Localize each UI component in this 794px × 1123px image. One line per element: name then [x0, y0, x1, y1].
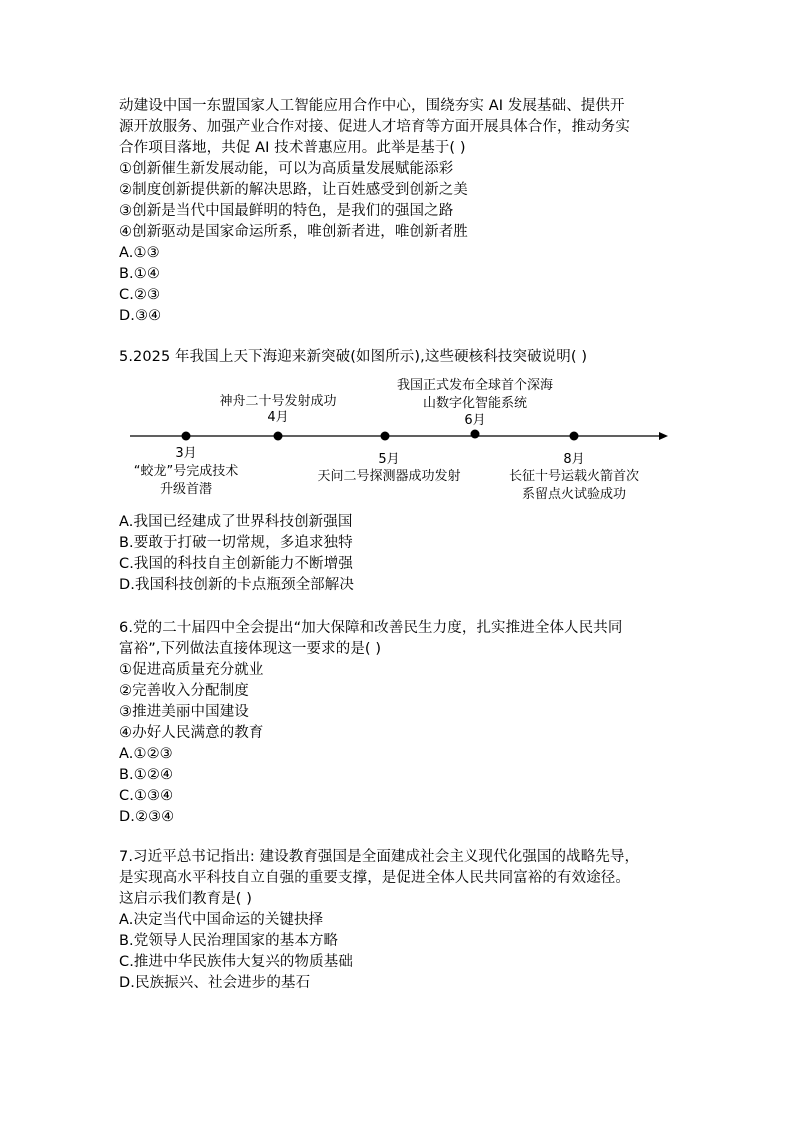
timeline-dot-april — [274, 432, 283, 441]
q4-statement-3: ③创新是当代中国最鲜明的特色，是我们的强国之路 — [119, 203, 454, 219]
q6-option-c[interactable]: C.①③④ — [119, 788, 174, 804]
timeline-event-june-month: 6月 — [464, 413, 486, 428]
q5-option-a[interactable]: A.我国已经建成了世界科技创新强国 — [119, 514, 353, 530]
q4-option-b[interactable]: B.①④ — [119, 266, 160, 282]
q4-stem-line-2: 源开放服务、加强产业合作对接、促进人才培育等方面开展具体合作，推动务实 — [119, 119, 630, 135]
timeline-event-march-text-1: “蛟龙”号完成技术 — [133, 464, 239, 479]
q7-option-b[interactable]: B.党领导人民治理国家的基本方略 — [119, 933, 339, 949]
timeline-event-august-month: 8月 — [563, 452, 585, 467]
timeline-event-may-text: 天问二号探测器成功发射 — [317, 469, 461, 484]
q7-stem-line-2: 是实现高水平科技自立自强的重要支撑，是促进全体人民共同富裕的有效途径。 — [119, 870, 630, 886]
q7-stem-line-3: 这启示我们教育是( ) — [119, 891, 253, 907]
timeline-event-june-text-2: 山数字化智能系统 — [422, 396, 527, 411]
q6-statement-3: ③推进美丽中国建设 — [119, 704, 249, 720]
timeline-dot-march — [182, 432, 191, 441]
q4-statement-2: ②制度创新提供新的解决思路，让百姓感受到创新之美 — [119, 182, 468, 198]
q5-stem: 5.2025 年我国上天下海迎来新突破(如图所示),这些硬核科技突破说明( ) — [119, 349, 588, 365]
q4-option-d[interactable]: D.③④ — [119, 308, 162, 324]
q4-statement-4: ④创新驱动是国家命运所系，唯创新者进，唯创新者胜 — [119, 224, 468, 240]
q5-option-d[interactable]: D.我国科技创新的卡点瓶颈全部解决 — [119, 577, 354, 593]
timeline-event-august-text-1: 长征十号运载火箭首次 — [508, 469, 639, 484]
q5-option-b[interactable]: B.要敢于打破一切常规，多追求独特 — [119, 535, 353, 551]
timeline-event-april-month: 4月 — [267, 410, 289, 425]
q6-statement-1: ①促进高质量充分就业 — [119, 662, 264, 678]
timeline-event-june-text-1: 我国正式发布全球首个深海 — [396, 378, 553, 393]
timeline-event-may-month: 5月 — [378, 452, 400, 467]
timeline-event-april-text: 神舟二十号发射成功 — [219, 394, 337, 409]
q6-stem-line-2: 富裕”,下列做法直接体现这一要求的是( ) — [119, 641, 382, 657]
q6-statement-2: ②完善收入分配制度 — [119, 683, 249, 699]
q7-option-a[interactable]: A.决定当代中国命运的关键抉择 — [119, 912, 324, 928]
q6-option-a[interactable]: A.①②③ — [119, 746, 173, 762]
q5-option-c[interactable]: C.我国的科技自主创新能力不断增强 — [119, 556, 353, 572]
q4-statement-1: ①创新催生新发展动能，可以为高质量发展赋能添彩 — [119, 161, 454, 177]
timeline-dot-may — [381, 432, 390, 441]
timeline-event-march-month: 3月 — [175, 446, 197, 461]
timeline-event-august-text-2: 系留点火试验成功 — [521, 487, 626, 502]
q6-option-b[interactable]: B.①②④ — [119, 767, 174, 783]
timeline-dot-august — [570, 432, 579, 441]
q6-statement-4: ④办好人民满意的教育 — [119, 725, 264, 741]
q4-stem-line-1: 动建设中国一东盟国家人工智能应用合作中心，围绕夯实 AI 发展基础、提供开 — [119, 98, 625, 114]
q4-option-a[interactable]: A.①③ — [119, 245, 160, 261]
q7-option-c[interactable]: C.推进中华民族伟大复兴的物质基础 — [119, 954, 353, 970]
timeline-arrow-icon — [659, 432, 668, 440]
timeline-event-march-text-2: 升级首潜 — [159, 482, 212, 497]
q7-stem-line-1: 7.习近平总书记指出: 建设教育强国是全面建成社会主义现代化强国的战略先导， — [119, 849, 640, 865]
q6-stem-line-1: 6.党的二十届四中全会提出“加大保障和改善民生力度，扎实推进全体人民共同 — [119, 620, 623, 636]
q4-option-c[interactable]: C.②③ — [119, 287, 161, 303]
timeline-dot-june — [471, 430, 480, 439]
q6-option-d[interactable]: D.②③④ — [119, 809, 175, 825]
q4-stem-line-3: 合作项目落地，共促 AI 技术普惠应用。此举是基于( ) — [119, 140, 466, 156]
q7-option-d[interactable]: D.民族振兴、社会进步的基石 — [119, 975, 311, 991]
